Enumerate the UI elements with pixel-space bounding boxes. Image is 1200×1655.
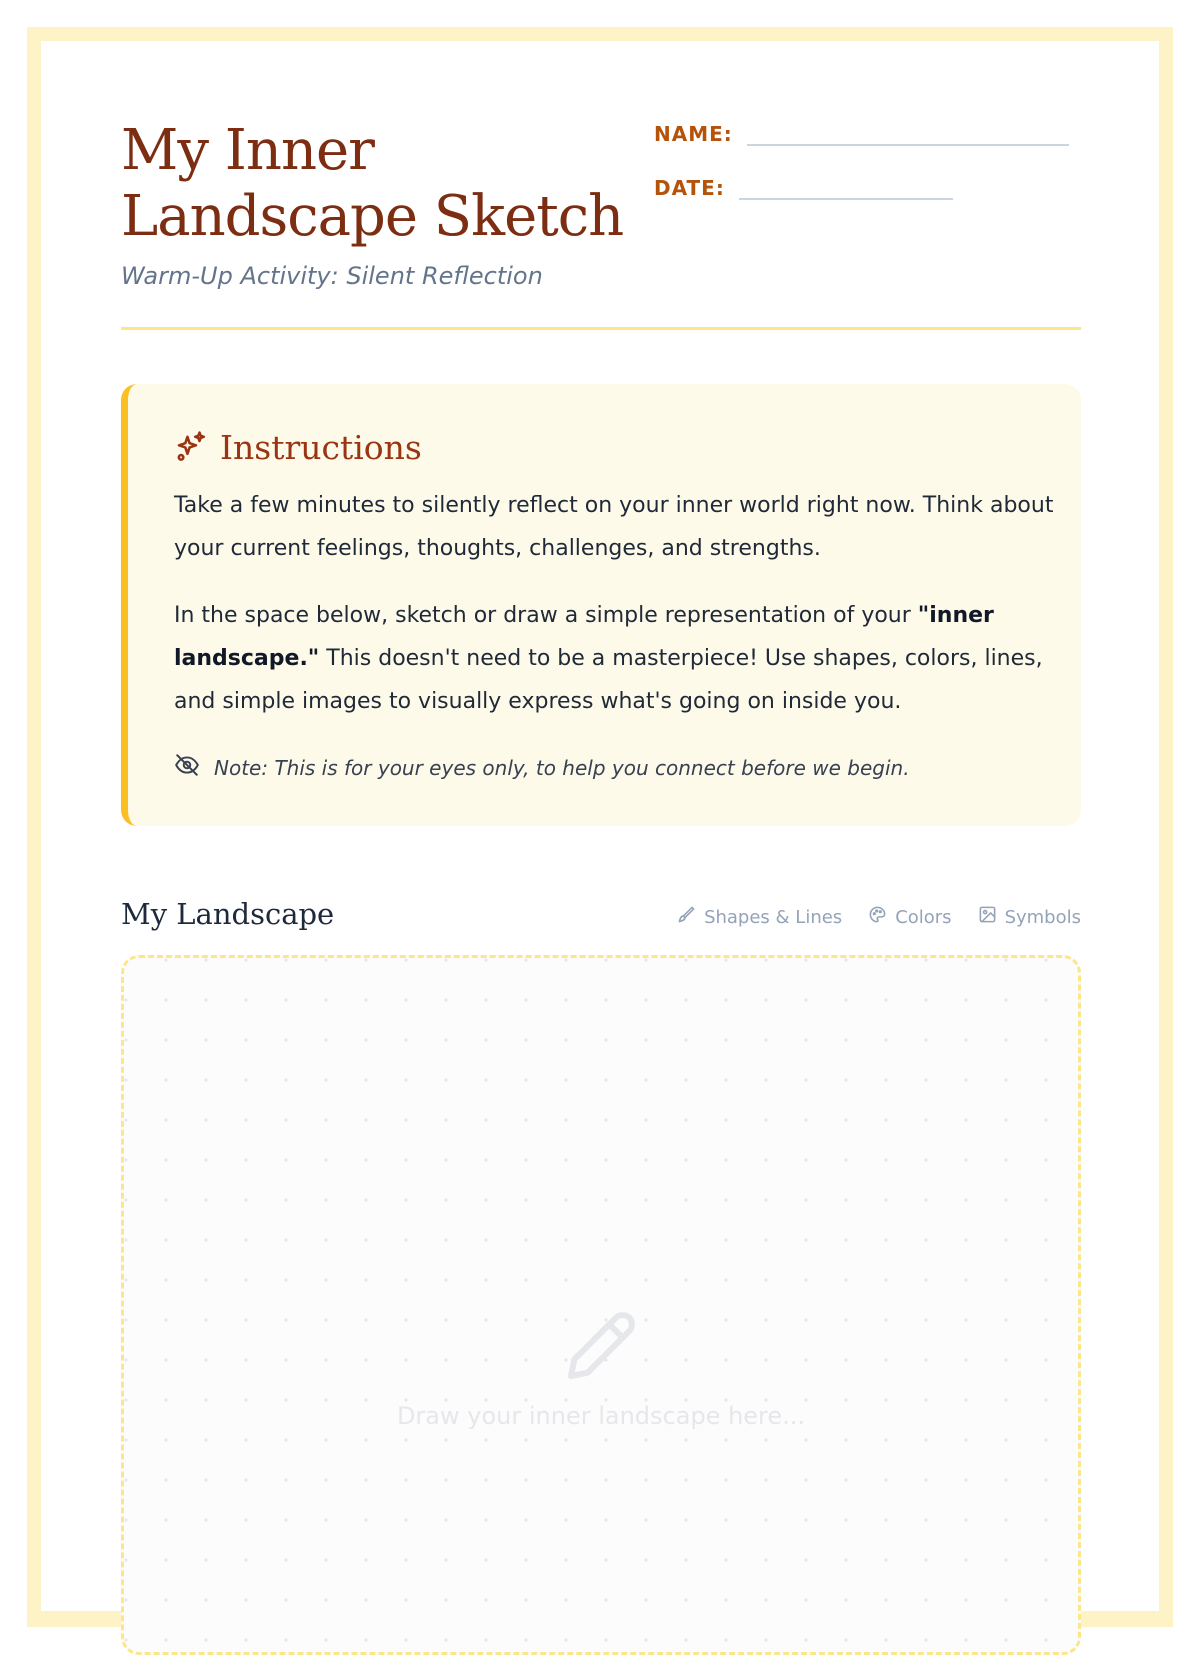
tool-colors-label: Colors	[895, 906, 952, 928]
landscape-tools	[677, 905, 1081, 929]
name-row	[654, 122, 1069, 146]
drawing-canvas[interactable]	[121, 955, 1081, 1655]
date-label: DATE:	[654, 176, 725, 200]
date-field[interactable]	[739, 197, 953, 200]
canvas-hint-text: Draw your inner landscape here...	[396, 1402, 806, 1430]
instructions-paragraph-2	[174, 594, 1054, 723]
tool-shapes-lines-label: Shapes & Lines	[704, 906, 843, 928]
palette-icon	[868, 905, 887, 929]
privacy-note	[174, 752, 910, 783]
worksheet-content	[121, 0, 1081, 1600]
name-field[interactable]	[747, 143, 1069, 146]
tool-symbols[interactable]	[978, 905, 1081, 929]
pencil-icon	[561, 1371, 641, 1390]
paragraph-2-text: In the space below, sketch or draw a simple representation of your	[174, 603, 918, 628]
privacy-note-text: Note: This is for your eyes only, to help you connect before we begin.	[214, 755, 910, 780]
tool-shapes-lines[interactable]	[677, 905, 842, 929]
brush-icon	[677, 905, 696, 929]
tool-colors[interactable]	[868, 905, 951, 929]
tool-symbols-label: Symbols	[1004, 906, 1081, 928]
page-title: My Inner Landscape Sketch	[121, 118, 624, 249]
eye-off-icon	[174, 752, 214, 783]
canvas-hint	[121, 1306, 1081, 1390]
instructions-card	[121, 384, 1081, 826]
date-row	[654, 176, 953, 200]
image-icon	[978, 905, 997, 929]
name-label: NAME:	[654, 122, 733, 146]
instructions-header	[174, 428, 422, 467]
page-subtitle: Warm-Up Activity: Silent Reflection	[121, 262, 543, 290]
sparkles-icon	[174, 429, 208, 467]
instructions-paragraph-1: Take a few minutes to silently reflect on your inner world right now. Think about your current feelings, thoughts, challenges, and strengths.	[174, 493, 1054, 561]
paragraph-2-emphasis: "inner landscape."	[174, 603, 994, 671]
landscape-title: My Landscape	[121, 897, 335, 931]
header-divider	[121, 327, 1081, 330]
paragraph-2-text-end: This doesn't need to be a masterpiece! Use shapes, colors, lines, and simple images to visually express what's going on inside you.	[174, 646, 1043, 714]
instructions-title: Instructions	[220, 428, 422, 467]
